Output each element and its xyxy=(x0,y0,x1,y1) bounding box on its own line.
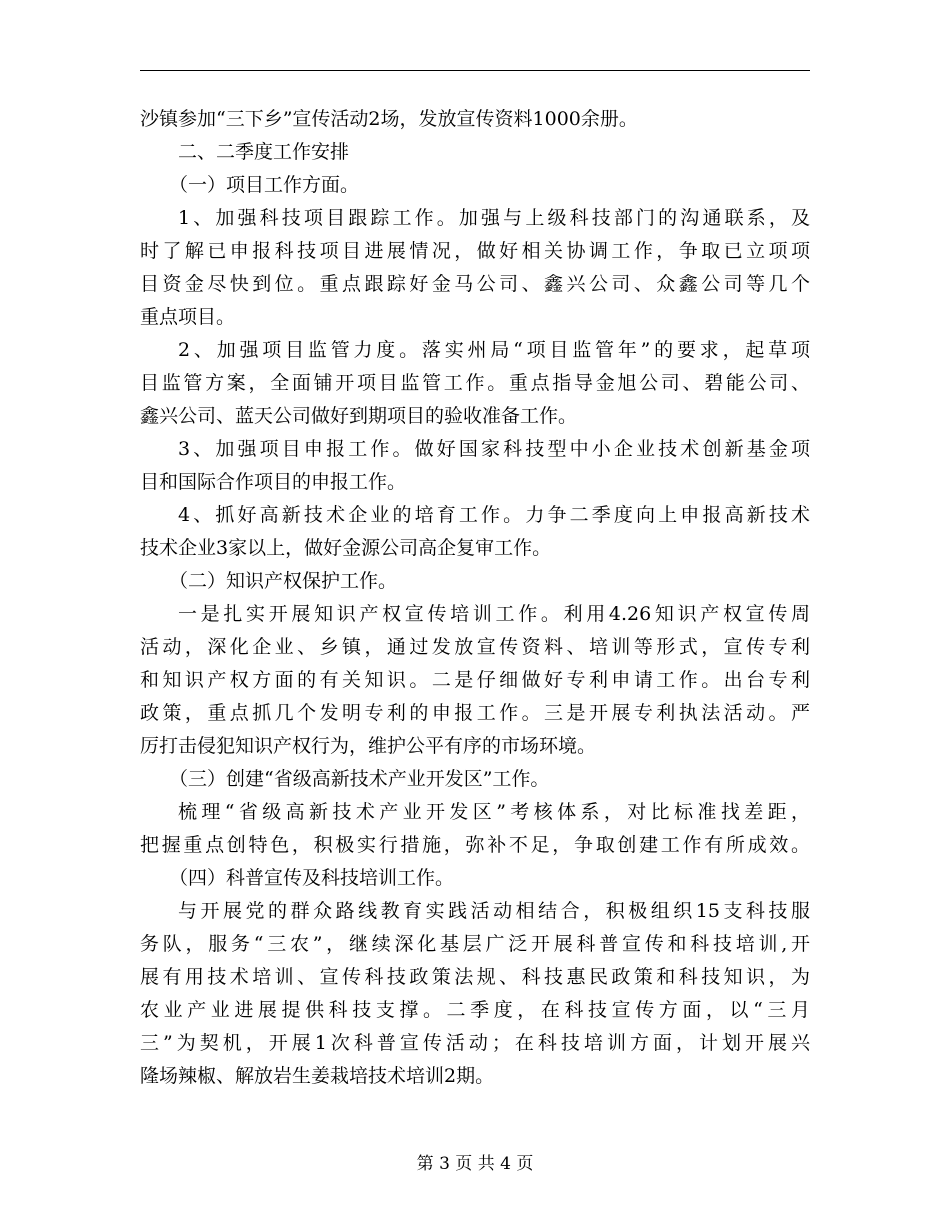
text-line: 与开展党的群众路线教育实践活动相结合，积极组织15支科技服 xyxy=(178,900,810,922)
subsection-heading: （一）项目工作方面。 xyxy=(169,174,360,196)
document-body xyxy=(140,103,810,1093)
text-line: 3、加强项目申报工作。做好国家科技型中小企业技术创新基金项 xyxy=(178,438,810,460)
header-rule xyxy=(140,70,810,71)
text-line: 目监管方案，全面铺开项目监管工作。重点指导金旭公司、碧能公司、 xyxy=(140,372,810,394)
text-line: 沙镇参加“三下乡”宣传活动2场，发放宣传资料1000余册。 xyxy=(140,108,638,130)
text-line: 技术企业3家以上，做好金源公司高企复审工作。 xyxy=(140,537,552,559)
text-line: 重点项目。 xyxy=(140,306,236,328)
section-heading: 二、二季度工作安排 xyxy=(178,141,350,163)
page-number: 第 3 页 共 4 页 xyxy=(416,1154,534,1174)
text-line: 鑫兴公司、蓝天公司做好到期项目的验收准备工作。 xyxy=(140,405,578,427)
text-line: 展有用技术培训、宣传科技政策法规、科技惠民政策和科技知识，为 xyxy=(140,966,810,988)
text-line: 务队，服务“三农”，继续深化基层广泛开展科普宣传和科技培训,开 xyxy=(140,933,810,955)
text-line: 活动，深化企业、乡镇，通过发放宣传资料、培训等形式，宣传专利 xyxy=(140,636,810,658)
text-line: 隆场辣椒、解放岩生姜栽培技术培训2期。 xyxy=(140,1065,495,1087)
text-line: 政策，重点抓几个发明专利的申报工作。三是开展专利执法活动。严 xyxy=(140,702,810,724)
text-line: 一是扎实开展知识产权宣传培训工作。利用4.26知识产权宣传周 xyxy=(178,603,810,625)
text-line: 和知识产权方面的有关知识。二是仔细做好专利申请工作。出台专利 xyxy=(140,669,810,691)
text-line: 1、加强科技项目跟踪工作。加强与上级科技部门的沟通联系，及 xyxy=(178,207,810,229)
text-line: 4、抓好高新技术企业的培育工作。力争二季度向上申报高新技术 xyxy=(178,504,810,526)
text-line: 三”为契机，开展1次科普宣传活动；在科技培训方面，计划开展兴 xyxy=(140,1032,810,1054)
subsection-heading: （二）知识产权保护工作。 xyxy=(169,570,398,592)
text-line: 目和国际合作项目的申报工作。 xyxy=(140,471,407,493)
text-line: 时了解已申报科技项目进展情况，做好相关协调工作，争取已立项项 xyxy=(140,240,810,262)
text-line: 目资金尽快到位。重点跟踪好金马公司、鑫兴公司、众鑫公司等几个 xyxy=(140,273,810,295)
subsection-heading: （三）创建“省级高新技术产业开发区”工作。 xyxy=(169,768,550,790)
text-line: 2、加强项目监管力度。落实州局“项目监管年”的要求，起草项 xyxy=(178,339,810,361)
text-line: 梳理“省级高新技术产业开发区”考核体系，对比标准找差距， xyxy=(178,801,810,823)
text-line: 农业产业进展提供科技支撑。二季度，在科技宣传方面，以“三月 xyxy=(140,999,810,1021)
text-line: 厉打击侵犯知识产权行为，维护公平有序的市场环境。 xyxy=(140,735,597,757)
text-line: 把握重点创特色，积极实行措施，弥补不足，争取创建工作有所成效。 xyxy=(140,834,810,856)
subsection-heading: （四）科普宣传及科技培训工作。 xyxy=(169,867,455,889)
